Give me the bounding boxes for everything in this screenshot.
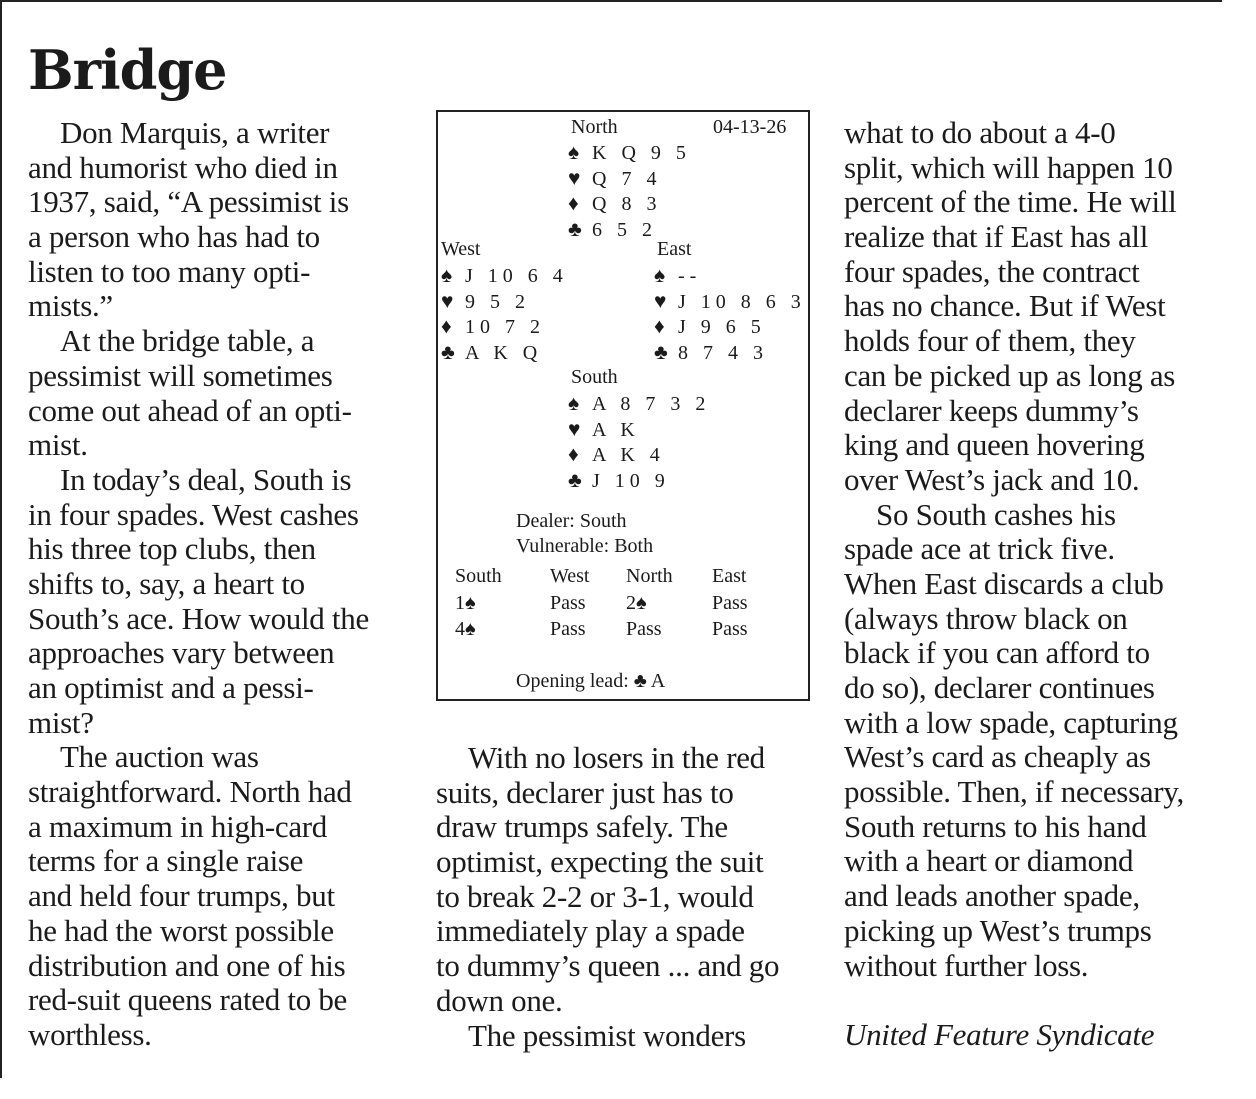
west-spades-cards: J 10 6 4 — [465, 265, 568, 287]
text-line: he had the worst possible — [28, 912, 334, 948]
heart-icon: ♥ — [441, 288, 454, 313]
vulnerable-text: Vulnerable: Both — [516, 535, 654, 557]
text-line — [844, 983, 1184, 1018]
text-line: percent of the time. He will — [844, 184, 1177, 220]
bid: Pass — [712, 592, 748, 614]
south-clubs-cards: J 10 9 — [592, 469, 670, 492]
west-hearts-cards: 9 5 2 — [465, 290, 530, 313]
text-line: a maximum in high-card — [28, 808, 328, 844]
text-line: The pessimist wonders — [468, 1017, 746, 1053]
bid: 1♠ — [455, 592, 476, 614]
text-line: shifts to, say, a heart to — [28, 565, 305, 601]
diagram-date: 04-13-26 — [713, 116, 787, 138]
east-hearts-row — [654, 289, 806, 314]
east-spades-row — [654, 263, 701, 288]
auction-header-south: South — [455, 565, 502, 587]
text-line: in four spades. West cashes — [28, 496, 359, 532]
text-line: With no losers in the red — [468, 740, 765, 775]
west-spades-row — [441, 263, 568, 288]
text-line: red-suit queens rated to be — [28, 982, 348, 1018]
text-line: worthless. — [28, 1016, 152, 1052]
club-icon: ♣ — [654, 339, 668, 364]
text-line: and humorist who died in — [28, 149, 338, 185]
text-line: has no chance. But if West — [844, 288, 1166, 324]
text-line: with a low spade, capturing — [844, 704, 1178, 740]
text-line: and leads another spade, — [844, 878, 1140, 914]
text-line: with a heart or diamond — [844, 843, 1134, 879]
text-line: split, which will happen 10 — [844, 149, 1173, 185]
north-clubs-cards: 6 5 2 — [592, 218, 657, 241]
east-clubs-cards: 8 7 4 3 — [678, 341, 768, 364]
text-line: (always throw black on — [844, 600, 1128, 636]
text-line: four spades, the contract — [844, 253, 1140, 289]
club-icon: ♣ — [441, 339, 455, 364]
east-diamonds-row — [654, 314, 766, 339]
text-line: can be picked up as long as — [844, 357, 1176, 393]
opening-lead: Opening lead: ♣ A — [516, 670, 666, 692]
text-line: mists.” — [28, 288, 113, 324]
text-line: draw trumps safely. The — [436, 809, 728, 845]
north-clubs-row — [568, 217, 657, 242]
east-diamonds-cards: J 9 6 5 — [678, 316, 766, 338]
text-line: mist. — [28, 427, 88, 463]
left-rule — [0, 0, 2, 1078]
column-3 — [844, 116, 1184, 1053]
text-line: mist? — [28, 704, 94, 740]
spade-icon: ♠ — [654, 263, 666, 287]
west-label: West — [441, 238, 481, 260]
text-line: So South cashes his — [876, 496, 1116, 532]
text-line: do so), declarer continues — [844, 670, 1155, 705]
south-clubs-row — [568, 468, 670, 493]
text-line: approaches vary between — [28, 635, 335, 671]
south-diamonds-row — [568, 442, 665, 467]
text-line: and held four trumps, but — [28, 878, 335, 914]
text-line: to break 2-2 or 3-1, would — [436, 878, 754, 914]
text-line: South returns to his hand — [844, 808, 1147, 844]
text-line: picking up West’s trumps — [844, 912, 1152, 948]
diamond-icon: ♦ — [441, 314, 452, 338]
text-line: possible. Then, if necessary, — [844, 774, 1184, 810]
text-line: a person who has had to — [28, 219, 320, 255]
north-spades-cards: K Q 9 5 — [592, 142, 691, 164]
heart-icon: ♥ — [654, 288, 667, 313]
text-line: 1937, said, “A pessimist is — [28, 184, 349, 220]
west-clubs-cards: A K Q — [465, 341, 543, 364]
text-line: to dummy’s queen ... and go — [436, 948, 780, 984]
text-line: his three top clubs, then — [28, 531, 316, 567]
south-spades-cards: A 8 7 3 2 — [592, 393, 711, 415]
bid: Pass — [550, 618, 586, 640]
dealer-text: Dealer: South — [516, 510, 627, 532]
text-line: The auction was — [60, 739, 259, 775]
south-spades-row — [568, 391, 710, 416]
text-line: without further loss. — [844, 947, 1089, 983]
spade-icon: ♠ — [568, 140, 580, 164]
north-diamonds-row — [568, 191, 661, 216]
text-line: At the bridge table, a — [60, 323, 315, 359]
diamond-icon: ♦ — [654, 314, 665, 338]
diamond-icon: ♦ — [568, 442, 579, 466]
west-diamonds-row — [441, 314, 545, 339]
text-line: pessimist will sometimes — [28, 357, 333, 393]
auction-header-east: East — [712, 565, 747, 587]
page-title: Bridge — [28, 38, 227, 102]
top-rule — [0, 0, 1222, 2]
bid: Pass — [550, 592, 586, 614]
column-1 — [28, 116, 369, 1053]
north-spades-row — [568, 140, 691, 165]
south-label: South — [571, 366, 618, 388]
text-line: straightforward. North had — [28, 774, 352, 810]
bid: Pass — [626, 618, 662, 640]
west-hearts-row — [441, 289, 530, 314]
north-diamonds-cards: Q 8 3 — [592, 193, 662, 215]
east-clubs-row — [654, 340, 768, 365]
diamond-icon: ♦ — [568, 191, 579, 215]
text-line: realize that if East has all — [844, 219, 1149, 255]
text-line: holds four of them, they — [844, 323, 1136, 359]
text-line: suits, declarer just has to — [436, 774, 734, 810]
text-line: When East discards a club — [844, 565, 1164, 601]
text-line: down one. — [436, 982, 563, 1018]
text-line: immediately play a spade — [436, 913, 745, 949]
column-2 — [436, 741, 779, 1053]
club-icon: ♣ — [568, 216, 582, 241]
north-label: North — [571, 116, 618, 138]
heart-icon: ♥ — [568, 165, 581, 190]
text-line: terms for a single raise — [28, 843, 304, 879]
text-line: Don Marquis, a writer — [60, 115, 330, 150]
text-line: West’s card as cheaply as — [844, 739, 1151, 775]
text-line: over West’s jack and 10. — [844, 461, 1140, 497]
text-line: what to do about a 4-0 — [844, 115, 1116, 150]
south-diamonds-cards: A K 4 — [592, 444, 665, 466]
east-hearts-cards: J 10 8 6 3 — [678, 290, 806, 313]
text-line: declarer keeps dummy’s — [844, 392, 1139, 428]
bid: 4♠ — [455, 618, 476, 640]
text-line: In today’s deal, South is — [60, 461, 352, 497]
text-line: king and queen hovering — [844, 427, 1145, 463]
text-line: optimist, expecting the suit — [436, 844, 764, 880]
text-line: black if you can afford to — [844, 635, 1150, 671]
auction-header-north: North — [626, 565, 673, 587]
text-line: South’s ace. How would the — [28, 600, 369, 636]
bid: 2♠ — [626, 592, 647, 614]
text-line: distribution and one of his — [28, 947, 346, 983]
text-line: listen to too many opti- — [28, 253, 311, 289]
south-hearts-row — [568, 417, 640, 442]
club-icon: ♣ — [568, 467, 582, 492]
north-hearts-cards: Q 7 4 — [592, 167, 662, 190]
west-clubs-row — [441, 340, 542, 365]
north-hearts-row — [568, 166, 661, 191]
south-hearts-cards: A K — [592, 418, 640, 441]
bid: Pass — [712, 618, 748, 640]
credit-line: United Feature Syndicate — [844, 1016, 1155, 1052]
text-line: spade ace at trick five. — [844, 531, 1115, 567]
deal-diagram — [436, 110, 810, 701]
text-line: an optimist and a pessi- — [28, 670, 314, 705]
east-spades-cards: -- — [678, 265, 702, 287]
spade-icon: ♠ — [441, 263, 453, 287]
west-diamonds-cards: 10 7 2 — [465, 316, 545, 338]
heart-icon: ♥ — [568, 416, 581, 441]
east-label: East — [657, 238, 692, 260]
spade-icon: ♠ — [568, 391, 580, 415]
text-line: come out ahead of an opti- — [28, 392, 352, 428]
auction-header-west: West — [550, 565, 590, 587]
